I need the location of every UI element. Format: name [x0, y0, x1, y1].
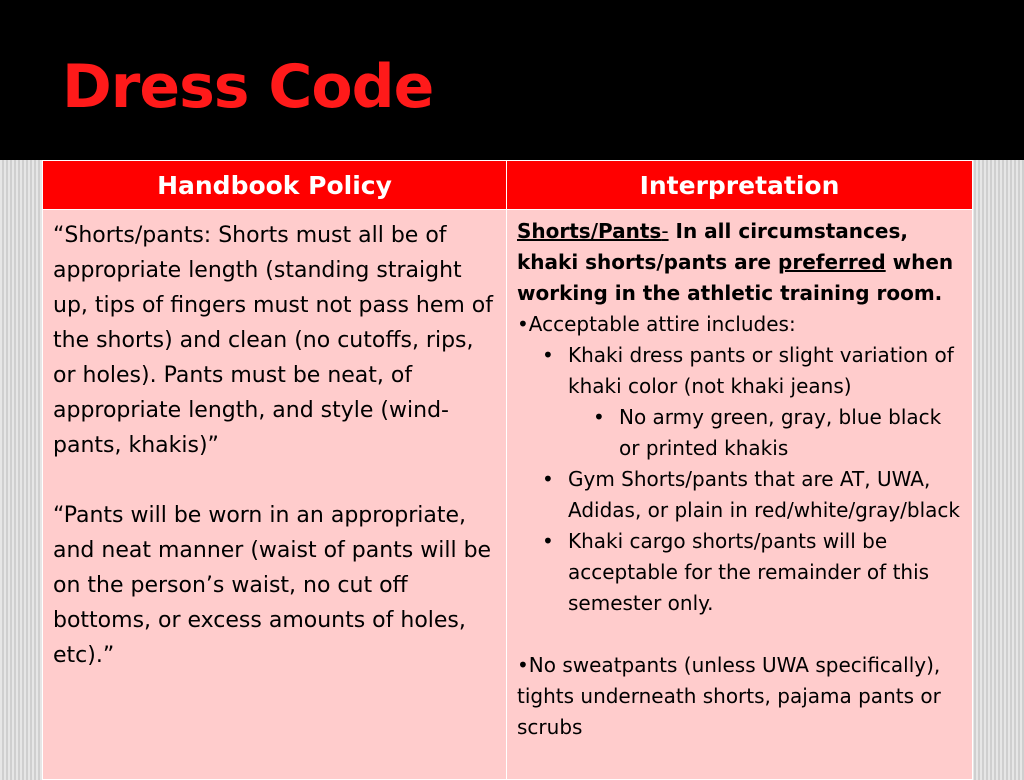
heading-text-1: In all circumstances, khaki shorts/pants are: [517, 219, 908, 274]
list-item-gym-shorts: • Gym Shorts/pants that are AT, UWA, Adidas, or plain in red/white/gray/black: [517, 464, 964, 526]
sub-list-item-no-army-green: • No army green, gray, blue black or printed khakis: [517, 402, 964, 464]
table-row: [43, 210, 973, 780]
policy-paragraph-shorts: “Shorts/pants: Shorts must all be of appropriate length (standing straight up, tips of fingers must not pass hem of the shorts) and clean (no cutoffs, rips, or holes). Pants must be neat, of appropriate length, and style (wind-pants, khakis)”: [53, 223, 493, 458]
list-item-khaki-cargo: • Khaki cargo shorts/pants will be acceptable for the remainder of this semester only.: [517, 526, 964, 619]
header-interpretation: Interpretation: [507, 161, 973, 210]
interpretation-heading: [517, 216, 964, 309]
policy-cell: [43, 210, 507, 780]
title-bar: [0, 0, 1024, 160]
policy-paragraph-pants: “Pants will be worn in an appropriate, and neat manner (waist of pants will be on the person’s waist, no cut off bottoms, or excess amounts of holes, etc).”: [53, 503, 492, 668]
dress-code-table: [42, 160, 973, 780]
prohibited-attire: •No sweatpants (unless UWA specifically), tights underneath shorts, pajama pants or scrubs: [517, 653, 941, 739]
acceptable-intro: •Acceptable attire includes:: [517, 312, 796, 336]
header-handbook-policy: Handbook Policy: [43, 161, 507, 210]
table-header-row: [43, 161, 973, 210]
heading-term: Shorts/Pants: [517, 219, 662, 243]
interpretation-cell: [507, 210, 973, 780]
slide-title: Dress Code: [62, 52, 434, 122]
heading-dash: -: [661, 219, 669, 243]
heading-emphasis: preferred: [778, 250, 886, 274]
spacer: [517, 619, 964, 650]
list-item-khaki-dress-pants: • Khaki dress pants or slight variation of khaki color (not khaki jeans): [517, 340, 964, 402]
heading-text-2: when working in the athletic training room.: [517, 250, 954, 305]
